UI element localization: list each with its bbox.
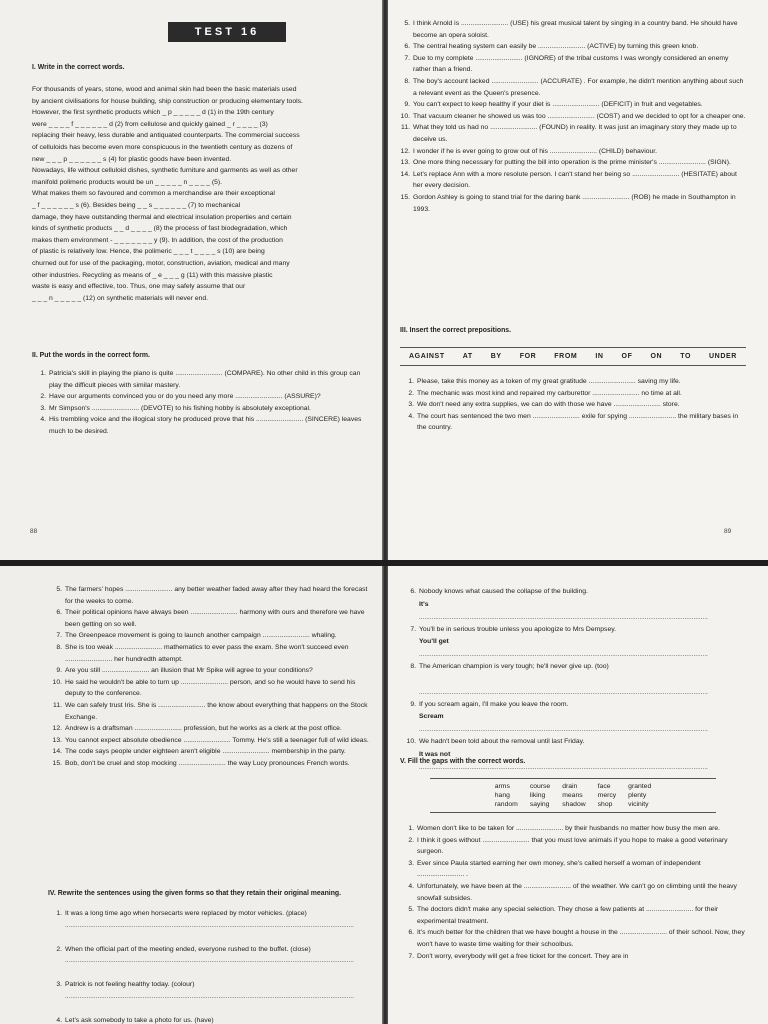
passage-line: kinds of synthetic products _ _ d _ _ _ _ (8) the process of fast biodegradation, which: [32, 225, 288, 233]
passage-line: of celluloids has become even more conspicuous in the twentieth century as dozens of: [32, 143, 293, 151]
item-number: 4.: [408, 882, 414, 890]
item-number: 13.: [52, 736, 62, 744]
section-5-list: [400, 823, 746, 962]
passage-line: _ f _ _ _ _ _ _ s (6). Besides being _ _ s _ _ _ _ _ _ (7) to mechanical: [32, 201, 241, 209]
exercise-item: [396, 76, 746, 99]
item-text: Are you still ......................... an illusion that Mr Spike will agree to your conditions?: [65, 667, 313, 675]
item-text: Please, take this money as a token of my great gratitude ......................... saving my life.: [417, 378, 681, 385]
item-number: 5.: [408, 906, 414, 914]
passage-line: damage, they have outstanding thermal and electrical insulation properties and certain: [32, 213, 292, 221]
item-number: 5.: [56, 586, 62, 593]
item-text: You can't expect to keep healthy if your diet is ......................... (DEFICIT) in fruit and vegetables.: [413, 101, 703, 109]
preposition-option: FROM: [554, 353, 578, 360]
preposition-option: AGAINST: [409, 353, 445, 360]
item-number: 5.: [404, 20, 410, 27]
item-text: Patrick is not feeling healthy today. (colour): [65, 981, 195, 989]
exercise-item: [400, 388, 746, 400]
word-option: vicinity: [628, 801, 649, 808]
passage-line: waste is easy and effective, too. Thus, one may safely assume that our: [32, 283, 246, 291]
passage-line: churned out for use of the packaging, motor, construction, aviation, medical and many: [32, 259, 290, 267]
item-number: 9.: [56, 667, 62, 675]
item-number: 14.: [400, 170, 410, 178]
preposition-option: FOR: [519, 353, 537, 360]
item-text: You'll be in serious trouble unless you apologize to Mrs Dempsey.: [419, 625, 617, 633]
section-3-list: [400, 376, 746, 434]
item-number: 13.: [400, 159, 410, 167]
exercise-item: [48, 908, 370, 920]
item-text: We can safely trust Iris. She is ......................... the know about everything that happens on the Stock Exchange.: [65, 701, 368, 721]
exercise-item: [396, 122, 746, 145]
exercise-item: [400, 399, 746, 411]
item-text: Nobody knows what caused the collapse of the building.: [419, 588, 588, 595]
item-text: We don't need any extra supplies, we can do with those we have ......................... store.: [417, 401, 680, 409]
exercise-item: [32, 403, 364, 415]
exercise-item: [396, 157, 746, 169]
item-number: 9.: [404, 101, 410, 109]
word-option: saying: [529, 801, 550, 808]
item-text: That vacuum cleaner he showed us was too ......................... (COST) and we decided to opt for a cheaper one.: [413, 112, 746, 120]
exercise-item: [32, 414, 364, 437]
answer-line: ................................................................................................................................................................: [65, 992, 354, 1000]
item-number: 2.: [408, 389, 414, 397]
passage-line: manifold polimeric products would be un _ _ _ _ _ n _ _ _ _ (5).: [32, 178, 223, 186]
answer-line: ................................................................................................................................................................: [419, 688, 708, 696]
item-number: 3.: [408, 859, 414, 867]
exercise-item: [396, 18, 746, 41]
answer-line: ................................................................................................................................................................: [419, 613, 708, 621]
item-number: 11.: [53, 701, 62, 709]
passage-line: of plastic is relatively low. Hence, the polimeric _ _ _ t _ _ _ _ s (10) are being: [32, 248, 265, 256]
exercise-item: [48, 584, 370, 607]
word-option: shop: [597, 801, 613, 808]
exercise-item: [48, 607, 370, 630]
item-text: Their political opinions have always been ......................... harmony with ours and therefore we have been getting on so well.: [65, 609, 365, 628]
exercise-item: [48, 677, 370, 700]
passage-line: by ancient civilisations for house building, ship construction or producing elementary tools.: [32, 97, 303, 105]
page-89: [388, 0, 768, 560]
answer-stem: [402, 673, 748, 687]
item-number: 6.: [56, 609, 62, 617]
item-text: I wonder if he is ever going to grow out of his ......................... (CHILD) behaviour.: [413, 147, 658, 155]
item-text: Bob, don't be cruel and stop mocking ......................... the way Lucy pronounces French words.: [65, 759, 350, 767]
exercise-item: [48, 665, 370, 677]
item-text: The court has sentenced the two men ......................... exile for spying ......................... the military bases in the country.: [417, 412, 739, 432]
answer-line: [48, 1003, 370, 1015]
word-option: means: [562, 792, 583, 799]
item-number: 3.: [40, 404, 46, 412]
exercise-item: [400, 411, 746, 434]
section-4-title: IV. Rewrite the sentences using the given forms so that they retain their original meaning.: [48, 890, 342, 897]
exercise-item: [48, 746, 370, 758]
item-text: Mr Simpson's ......................... (DEVOTE) to his fishing hobby is absolutely exceptional.: [49, 404, 311, 412]
item-number: 7.: [410, 625, 416, 633]
item-number: 7.: [408, 952, 414, 960]
preposition-option: AT: [462, 353, 473, 360]
section-2-continued-list: [396, 18, 746, 215]
item-number: 4.: [408, 412, 414, 420]
item-number: 7.: [56, 632, 62, 640]
exercise-item: [48, 979, 370, 991]
answer-stem: You'll get: [419, 638, 449, 646]
test-banner: TEST 16: [168, 22, 286, 42]
section-4-continued-list: [402, 586, 748, 774]
exercise-item: [48, 700, 370, 723]
exercise-item: [396, 41, 746, 53]
item-text: The mechanic was most kind and repaired my carburettor ......................... no time at all.: [417, 389, 682, 397]
item-text: Don't worry, everybody will get a free ticket for the concert. They are in: [417, 952, 629, 960]
exercise-item: [396, 192, 746, 215]
item-number: 1.: [408, 378, 414, 385]
preposition-option: BY: [490, 353, 502, 360]
exercise-item: [32, 391, 364, 403]
word-option: face: [597, 783, 611, 790]
word-option: mercy: [597, 792, 617, 799]
exercise-item: [48, 1015, 370, 1024]
answer-stem: It was not: [419, 750, 451, 758]
item-number: 6.: [408, 929, 414, 937]
passage-line: replacing their heavy, less durable and antiquated counterparts. The commercial success: [32, 132, 300, 140]
passage-line: new _ _ _ p _ _ _ _ _ _ s (4) for plastic goods have been invented.: [32, 155, 232, 163]
item-number: 15.: [400, 193, 410, 201]
exercise-item: [402, 624, 748, 636]
item-text: Have our arguments convinced you or do you need any more ......................... (ASSURE)?: [49, 393, 321, 401]
word-option: drain: [562, 783, 578, 790]
item-number: 2.: [408, 836, 414, 844]
item-text: His trembling voice and the illogical story he produced prove that his ......................... (SINCERE) leaves much to be desired.: [49, 416, 362, 435]
preposition-option: UNDER: [709, 353, 737, 360]
item-number: 6.: [410, 588, 416, 595]
exercise-item: [400, 927, 746, 950]
item-text: Let's replace Ann with a more resolute person. I can't stand her being so ......................... (HESITATE) about her every decision.: [413, 170, 737, 190]
exercise-item: [402, 699, 748, 711]
word-option: hang: [494, 792, 510, 799]
item-text: We hadn't been told about the removal until last Friday.: [419, 738, 585, 746]
section-3-title: III. Insert the correct prepositions.: [400, 327, 512, 334]
item-number: 12.: [400, 147, 410, 155]
item-number: 8.: [56, 643, 62, 651]
preposition-option: TO: [680, 353, 691, 360]
passage-line: makes them environment - _ _ _ _ _ _ _ y (9). In addition, the cost of the production: [32, 236, 283, 244]
section-3: [400, 325, 746, 434]
answer-stem: Scream: [419, 713, 444, 721]
item-number: 6.: [404, 43, 410, 51]
section-5-title: V. Fill the gaps with the correct words.: [400, 758, 526, 765]
exercise-item: [400, 881, 746, 904]
item-text: Ever since Paula started earning her own money, she's called herself a woman of independent ......................... .: [417, 859, 701, 879]
exercise-item: [396, 53, 746, 76]
exercise-item: [400, 823, 746, 835]
answer-line: ................................................................................................................................................................: [419, 726, 708, 734]
item-text: Due to my complete ......................... (IGNORE) of the tribal customs I was wrongly considered an enemy rather than a friend.: [413, 54, 729, 74]
passage-line: However, the first synthetic products which _ p _ _ _ _ _ d (1) in the 19th century: [32, 109, 274, 117]
item-text: Gordon Ashley is going to stand trial for the daring bank ......................... (ROB) he made in Southampton in 1993.: [413, 193, 736, 213]
item-text: The American champion is very tough; he'll never give up. (too): [419, 663, 609, 671]
exercise-item: [48, 642, 370, 665]
item-text: When the official part of the meeting ended, everyone rushed to the buffet. (close): [65, 945, 311, 953]
exercise-item: [396, 111, 746, 123]
page-91: [388, 566, 768, 1024]
section-3-continued-list: [48, 584, 370, 770]
item-text: Unfortunately, we have been at the ......................... of the weather. We can't go on climbing until the heavy snowfall subsides.: [417, 882, 737, 902]
word-option: plenty: [628, 792, 647, 799]
exercise-item: [400, 835, 746, 858]
item-number: 4.: [40, 416, 46, 424]
item-text: It was a long time ago when horsecarts were replaced by motor vehicles. (place): [65, 910, 307, 917]
page-number: 88: [30, 528, 38, 535]
passage-line: other industries. Recycling as means of _ e _ _ _ g (11) with this massive plastic: [32, 271, 273, 279]
section-1: [32, 62, 364, 304]
answer-line: [48, 967, 370, 979]
item-number: 1.: [40, 370, 46, 377]
item-text: You cannot expect absolute obedience ......................... Tommy. He's still a teenager full of wild ideas.: [65, 736, 369, 744]
answer-line: [48, 932, 370, 944]
answer-line: ................................................................................................................................................................: [419, 763, 708, 771]
exercise-item: [396, 99, 746, 111]
item-number: 11.: [401, 124, 410, 132]
answer-line: ................................................................................................................................................................: [65, 957, 354, 965]
exercise-item: [400, 858, 746, 881]
exercise-item: [400, 951, 746, 963]
item-number: 3.: [56, 981, 62, 989]
answer-stem: It's: [419, 600, 429, 608]
exercise-item: [48, 735, 370, 747]
item-number: 2.: [56, 945, 62, 953]
section-2-title: II. Put the words in the correct form.: [32, 352, 150, 359]
page-separator: [0, 560, 768, 566]
item-number: 14.: [52, 748, 62, 756]
item-text: Let's ask somebody to take a photo for us. (have): [65, 1016, 214, 1024]
item-text: One more thing necessary for putting the bill into operation is the prime minister's ......................... (SIGN).: [413, 159, 731, 167]
book-spine: [382, 0, 388, 1024]
item-number: 9.: [410, 700, 416, 708]
item-text: He said he wouldn't be able to turn up ......................... person, and so he would have to send his deputy to the conference.: [65, 678, 356, 698]
item-text: Women don't like to be taken for ......................... by their husbands no matter how busy the men are.: [417, 825, 721, 832]
item-number: 12.: [52, 725, 62, 733]
item-text: The farmers' hopes ......................... any better weather faded away after they had heard the forecast for the weeks to come.: [65, 586, 368, 605]
word-option: random: [494, 801, 518, 808]
item-number: 8.: [404, 77, 410, 85]
exercise-item: [402, 736, 748, 748]
item-text: She is too weak ......................... mathematics to ever pass the exam. She won't succeed even ......................... her hundredth attempt.: [65, 643, 349, 663]
word-option: arms: [494, 783, 510, 790]
item-number: 3.: [408, 401, 414, 409]
section-5: [400, 756, 746, 962]
passage-line: Nowadays, life without celluloid dishes, synthetic furniture and garments as well as other: [32, 167, 298, 175]
item-text: It's much better for the children that we have bought a house in the ......................... of their school. Now, they won't have to waste time waiting for their schoolbus.: [417, 929, 745, 948]
prepositions-box: [400, 347, 746, 366]
exercise-item: [48, 630, 370, 642]
section-1-passage: [32, 84, 364, 304]
exercise-item: [396, 169, 746, 192]
preposition-option: OF: [621, 353, 633, 360]
section-4-list: [48, 908, 370, 1024]
section-2: [32, 350, 364, 438]
word-bank: [430, 778, 716, 813]
exercise-item: [48, 758, 370, 770]
section-2-list: [32, 368, 364, 438]
page-88: [0, 0, 382, 560]
preposition-option: ON: [650, 353, 663, 360]
exercise-item: [48, 723, 370, 735]
answer-line: ................................................................................................................................................................: [65, 921, 354, 929]
passage-line: For thousands of years, stone, wood and animal skin had been the basic materials used: [32, 86, 297, 93]
item-number: 15.: [52, 759, 62, 767]
exercise-item: [48, 944, 370, 956]
passage-line: were _ _ _ _ f _ _ _ _ _ _ d (2) from cellulose and quickly gained _ r _ _ _ _ (3): [32, 120, 268, 128]
item-number: 7.: [404, 54, 410, 62]
item-text: I think Arnold is ......................... (USE) his great musical talent by singing in a country band. He should have become an opera soloist.: [413, 20, 738, 39]
preposition-option: IN: [595, 353, 604, 360]
passage-line: What makes them so favoured and common a merchandise are their exceptional: [32, 190, 275, 198]
item-text: If you scream again, I'll make you leave the room.: [419, 700, 569, 708]
answer-line: ................................................................................................................................................................: [419, 651, 708, 659]
item-text: What they told us had no ......................... (FOUND) in reality. It was just an imaginary story they made up to deceive us.: [413, 124, 737, 143]
item-number: 10.: [400, 112, 410, 120]
item-text: The Greenpeace movement is going to launch another campaign ......................... whaling.: [65, 632, 337, 640]
item-number: 10.: [52, 678, 62, 686]
item-number: 10.: [406, 738, 416, 746]
exercise-item: [402, 661, 748, 673]
exercise-item: [32, 368, 364, 391]
exercise-item: [400, 376, 746, 388]
passage-line: _ _ _ n _ _ _ _ _ (12) on synthetic materials will never end.: [32, 294, 209, 302]
item-text: The boy's account lacked ......................... (ACCURATE) . For example, he didn't mention anything about such a relevant event as the Queen's presence.: [413, 77, 744, 97]
item-number: 4.: [56, 1016, 62, 1024]
word-option: course: [529, 783, 551, 790]
item-text: The doctors didn't make any special selection. They chose a few patients at ......................... for their experimental treatment.: [417, 906, 719, 925]
item-text: Andrew is a draftsman ......................... profession, but he works as a clerk at the post office.: [65, 725, 342, 733]
exercise-item: [396, 146, 746, 158]
section-4: [48, 888, 370, 1024]
item-number: 1.: [408, 825, 414, 832]
section-1-title: I. Write in the correct words.: [32, 64, 125, 71]
exercise-item: [402, 586, 748, 598]
page-90: [0, 566, 382, 1024]
exercise-item: [400, 904, 746, 927]
item-number: 2.: [40, 393, 46, 401]
item-number: 8.: [410, 663, 416, 671]
item-text: Patricia's skill in playing the piano is quite ......................... (COMPARE). No other child in this group can play the difficult pieces with similar mastery.: [49, 370, 361, 389]
item-text: The code says people under eighteen aren't eligible ......................... membership in the party.: [65, 748, 346, 756]
word-option: granted: [628, 783, 652, 790]
page-number: 89: [724, 528, 732, 535]
word-option: liking: [529, 792, 546, 799]
item-text: The central heating system can easily be ......................... (ACTIVE) by turning this green knob.: [413, 43, 699, 51]
word-option: shadow: [562, 801, 586, 808]
item-number: 1.: [56, 910, 62, 917]
item-text: I think it goes without ......................... that you must love animals if you hope to make a good veterinary surgeon.: [417, 836, 728, 856]
